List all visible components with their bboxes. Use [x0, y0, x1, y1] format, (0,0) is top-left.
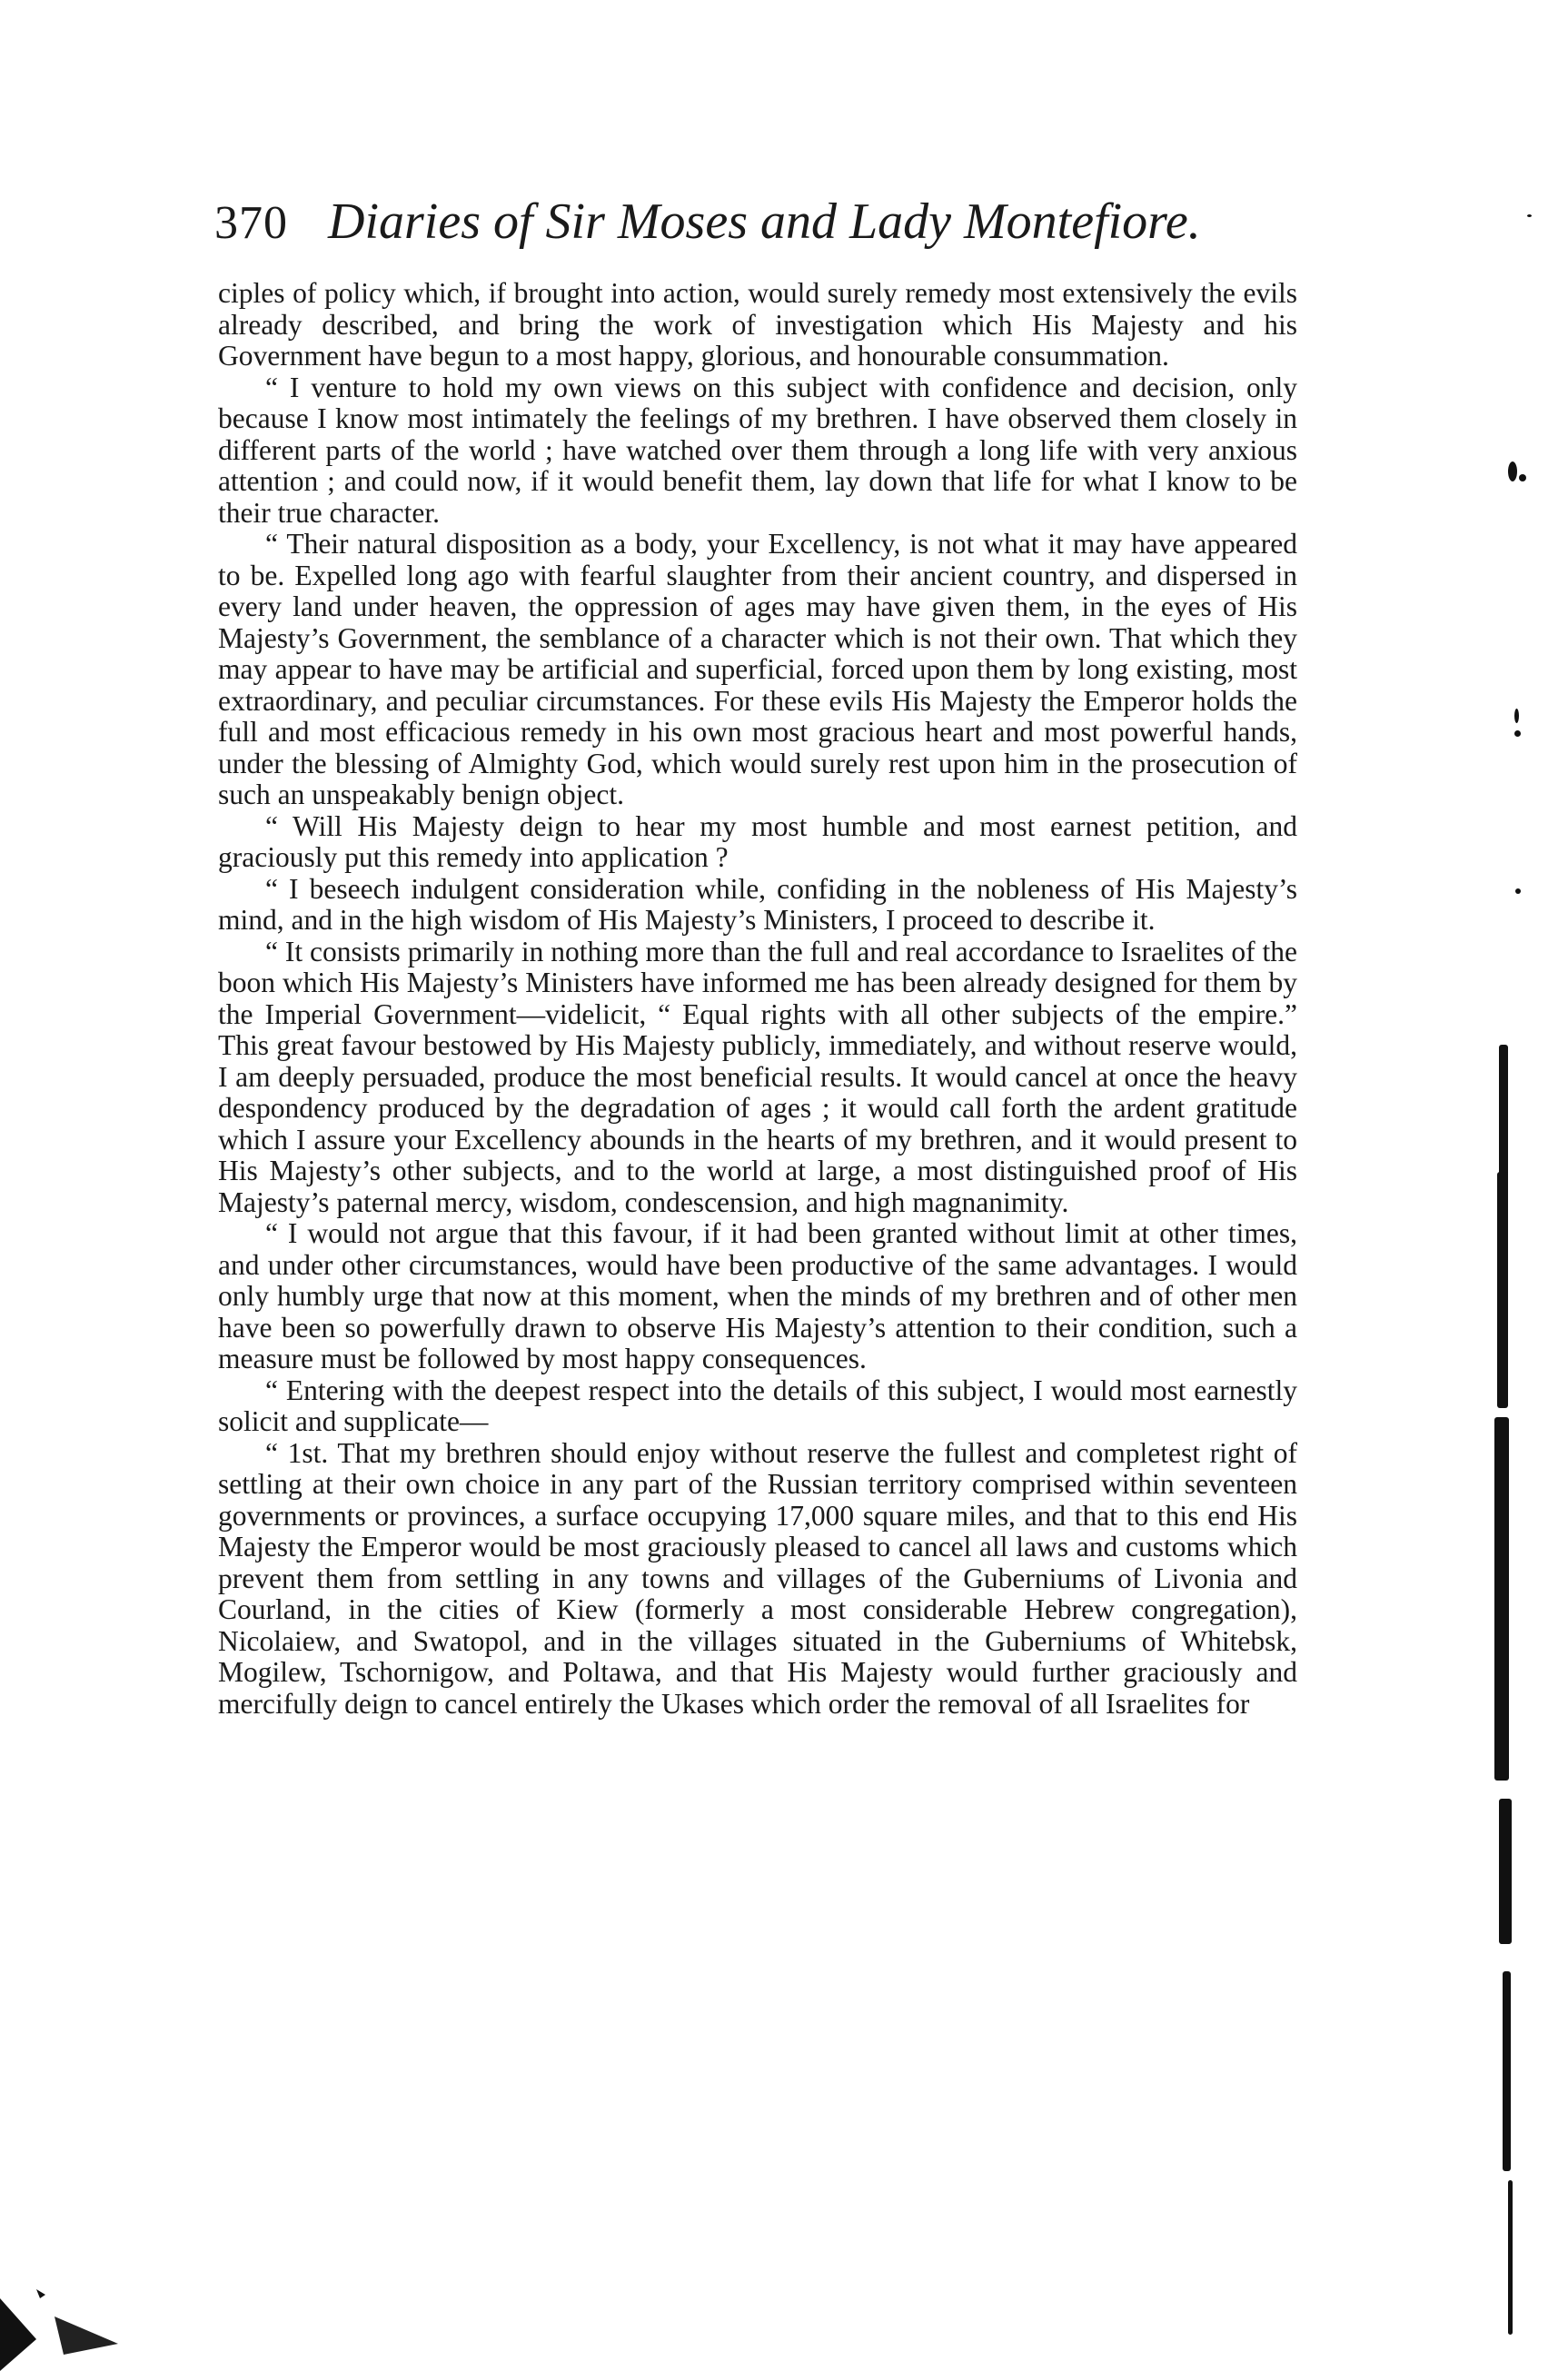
binding-shadow	[1503, 1971, 1511, 2171]
corner-scan-mark	[0, 2289, 136, 2371]
paragraph: “ 1st. That my brethren should enjoy without reserve the fullest and completest right of settling at their own choice in any part of the Russian territory comprised within seventeen governments or provinces, a surface occupying 17,000 square miles, and that to this end His Majesty the Emperor would be most graciously pleased to cancel all laws and customs which prevent them from settling in any towns and villages of the Guberniums of Livonia and Courland, in the cities of Kiew (formerly a most considerable Hebrew congregation), Nicolaiew, and Swatopol, and in the villages situated in the Guberniums of Whitebsk, Mogilew, Tschornigow, and Poltawa, and that His Majesty would further graciously and mercifully deign to cancel entirely the Ukases which order the removal of all Israelites for	[218, 1436, 1297, 1720]
body-text	[218, 278, 1297, 1720]
paragraph: “ I venture to hold my own views on this subject with confidence and decision, only because I know most intimately the feelings of my brethren. I have observed them closely in different parts of the world ; have watched over them through a long life with very anxious attention ; and could now, if it would benefit them, lay down that life for what I know to be their true character.	[218, 371, 1297, 529]
binding-shadow	[1499, 1045, 1508, 1181]
paragraph: “ I beseech indulgent consideration while, confiding in the nobleness of His Majesty’s mind, and in the high wisdom of His Majesty’s Ministers, I proceed to describe it.	[218, 872, 1297, 936]
page-number: 370	[214, 197, 288, 249]
margin-speck	[1508, 461, 1517, 481]
binding-shadow	[1497, 1172, 1508, 1408]
binding-shadow	[1494, 1417, 1509, 1781]
page-header	[214, 193, 1214, 251]
binding-shadow	[1499, 1799, 1512, 1944]
margin-speck	[1515, 888, 1521, 894]
paragraph-continuation: ciples of policy which, if brought into action, would surely remedy most extensively the evils already described, and bring the work of investigation which His Majesty and his Government have begun to a most happy, glorious, and honourable consummation.	[218, 277, 1297, 372]
paragraph: “ I would not argue that this favour, if it had been granted without limit at other times, and under other circumstances, would have been productive of the same advantages. I would only humbly urge that now at this moment, when the minds of my brethren and of other men have been so powerfully drawn to observe His Majesty’s attention to their condition, such a measure must be followed by most happy consequences.	[218, 1217, 1297, 1374]
margin-speck	[1514, 730, 1521, 737]
binding-shadow	[1508, 2180, 1513, 2335]
paragraph: “ Entering with the deepest respect into the details of this subject, I would most earnestly solicit and supplicate—	[218, 1374, 1297, 1437]
margin-speck	[1527, 214, 1532, 217]
paragraph: “ It consists primarily in nothing more than the full and real accordance to Israelites of the boon which His Majesty’s Ministers have informed me has been already designed for them by the Imperial Government—videlicit, “ Equal rights with all other subjects of the empire.” This great favour bestowed by His Majesty publicly, immediately, and without reserve would, I am deeply persuaded, produce the most beneficial results. It would cancel at once the heavy despondency produced by the degradation of ages ; it would call forth the ardent gratitude which I assure your Excellency abounds in the hearts of my brethren, and it would present to His Majesty’s other subjects, and to the world at large, a most distinguished proof of His Majesty’s paternal mercy, wisdom, condescension, and high magnanimity.	[218, 935, 1297, 1218]
running-title: Diaries of Sir Moses and Lady Montefiore.	[328, 193, 1201, 250]
margin-speck	[1519, 474, 1526, 481]
paragraph: “ Will His Majesty deign to hear my most humble and most earnest petition, and graciously put this remedy into application ?	[218, 809, 1297, 873]
paragraph: “ Their natural disposition as a body, your Excellency, is not what it may have appeared to be. Expelled long ago with fearful slaughter from their ancient country, and dispersed in every land under heaven, the oppression of ages may have given them, in the eyes of His Majesty’s Government, the semblance of a character which is not their own. That which they may appear to have may be artificial and superficial, forced upon them by long existing, most extraordinary, and peculiar circumstances. For these evils His Majesty the Emperor holds the full and most efficacious remedy in his own most gracious heart and most powerful hands, under the blessing of Almighty God, which would surely rest upon him in the prosecution of such an unspeakably benign object.	[218, 528, 1297, 810]
margin-speck	[1514, 709, 1519, 723]
